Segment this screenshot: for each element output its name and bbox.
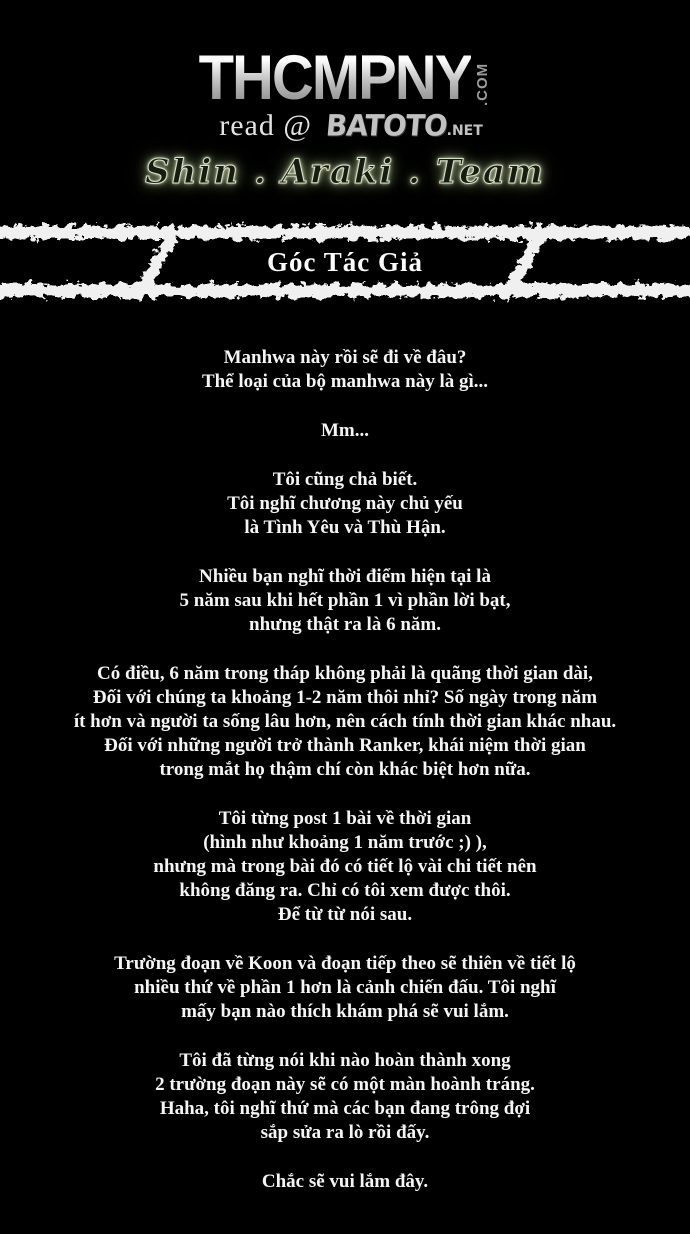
read-at-line	[12, 109, 690, 143]
text-line: nhưng mà trong bài đó có tiết lộ vài chi tiết nên	[153, 856, 537, 877]
text-line: 5 năm sau khi hết phần 1 vì phần lời bạt,	[179, 590, 511, 611]
text-line: sắp sửa ra lò rồi đấy.	[260, 1122, 430, 1143]
text-line: trong mắt họ thậm chí còn khác biệt hơn nữa.	[159, 759, 531, 780]
batoto-logo: BATOTO	[324, 108, 449, 143]
text-line: Tôi từng post 1 bài về thời gian	[218, 808, 472, 829]
chalk-line-bottom	[0, 284, 690, 297]
text-line: Tôi đã từng nói khi nào hoàn thành xong	[179, 1050, 511, 1071]
text-line: nhiều thứ về phần 1 hơn là cảnh chiến đấu. Tôi nghĩ	[134, 977, 556, 998]
text-line: Tôi cũng chả biết.	[272, 469, 418, 490]
paragraph	[0, 1170, 690, 1194]
paragraph	[0, 807, 690, 927]
text-line: Mm...	[320, 420, 369, 441]
author-note	[0, 346, 690, 1219]
text-line: Có điều, 6 năm trong tháp không phải là quãng thời gian dài,	[97, 663, 593, 684]
text-line: Đối với chúng ta khoảng 1-2 năm thôi nhỉ? Số ngày trong năm	[92, 687, 598, 708]
text-line: Manhwa này rồi sẽ đi về đâu?	[223, 347, 467, 368]
text-line: là Tình Yêu và Thù Hận.	[244, 517, 446, 538]
text-line: Haha, tôi nghĩ thứ mà các bạn đang trông đợi	[159, 1098, 531, 1119]
scanlation-logo	[0, 42, 690, 113]
text-line: mấy bạn nào thích khám phá sẽ vui lắm.	[181, 1001, 509, 1022]
text-line: Trường đoạn về Koon và đoạn tiếp theo sẽ thiên về tiết lộ	[114, 953, 576, 974]
paragraph	[0, 346, 690, 394]
section-title: Góc Tác Giả	[267, 247, 423, 277]
logo-text: THCMPNY	[198, 42, 472, 113]
team-name: Shin . Araki . Team	[145, 152, 545, 192]
section-divider	[0, 220, 690, 312]
read-at-label: read @	[219, 109, 312, 142]
text-line: không đăng ra. Chỉ có tôi xem được thôi.	[179, 880, 511, 901]
text-line: ít hơn và người ta sống lâu hơn, nên cách tính thời gian khác nhau.	[73, 711, 617, 732]
paragraph	[0, 565, 690, 637]
text-line: Nhiều bạn nghĩ thời điểm hiện tại là	[199, 566, 491, 587]
text-line: Để từ từ nói sau.	[277, 904, 413, 925]
logo-tld: .COM	[474, 62, 492, 106]
paragraph	[0, 419, 690, 443]
chalk-line-top	[0, 226, 690, 239]
paragraph	[0, 1049, 690, 1145]
paragraph	[0, 468, 690, 540]
paragraph	[0, 662, 690, 782]
text-line: 2 trường đoạn này sẽ có một màn hoành tráng.	[155, 1074, 535, 1095]
text-line: Chắc sẽ vui lắm đây.	[261, 1171, 429, 1192]
paragraph	[0, 952, 690, 1024]
text-line: Đối với những người trở thành Ranker, khái niệm thời gian	[104, 735, 586, 756]
batoto-tld: .NET	[446, 123, 483, 139]
text-line: nhưng thật ra là 6 năm.	[249, 614, 441, 635]
text-line: Tôi nghĩ chương này chủ yếu	[227, 493, 463, 514]
text-line: (hình như khoảng 1 năm trước ;) ),	[203, 832, 487, 853]
text-line: Thể loại của bộ manhwa này là gì...	[201, 371, 489, 392]
